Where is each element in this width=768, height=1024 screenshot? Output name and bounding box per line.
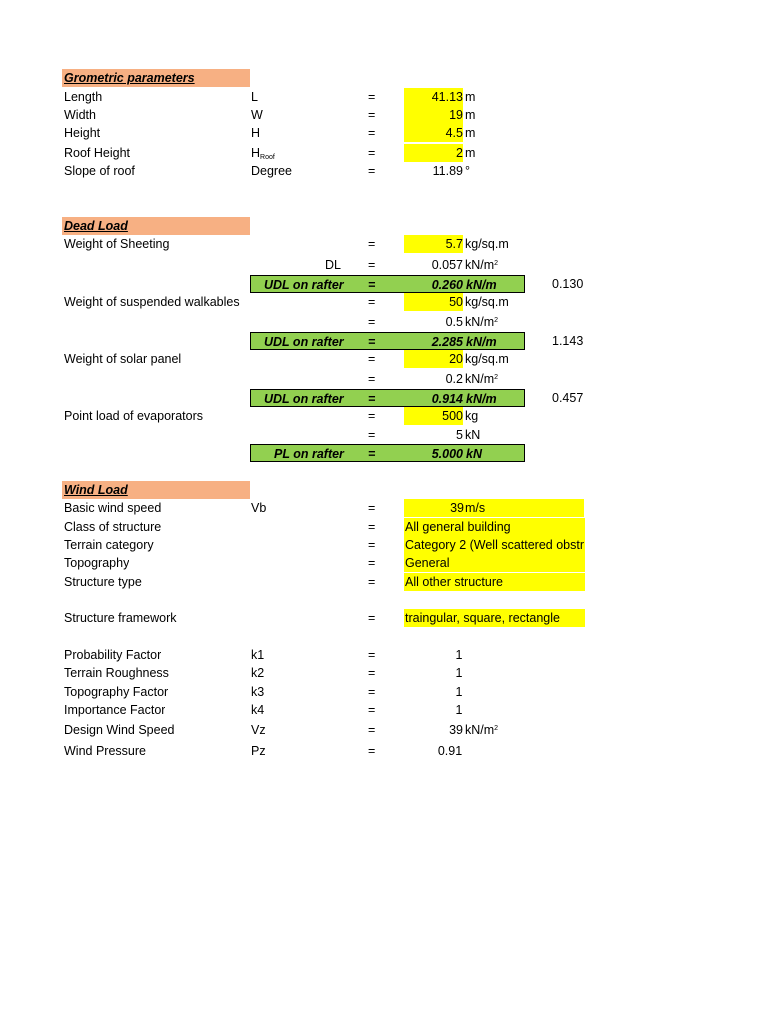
symbol-k1: k1 — [251, 648, 265, 662]
side-value-udl-2: 1.143 — [552, 334, 584, 348]
unit-width: m — [465, 108, 476, 122]
result-value: 0.260 — [431, 278, 463, 292]
unit-solar-kn-sup: 2 — [494, 374, 499, 381]
basic-wind-value: 39 — [450, 501, 464, 515]
symbol-k2: k2 — [251, 666, 265, 680]
label-walkables: Weight of suspended walkables — [64, 295, 240, 309]
result-unit: kN — [466, 447, 482, 461]
value-evaporators-kn: 5 — [456, 428, 463, 442]
side-value-udl-3: 0.457 — [552, 391, 584, 405]
input-roof-height[interactable]: 2 — [404, 144, 463, 162]
equals-sign: = — [368, 744, 376, 758]
equals-sign: = — [368, 90, 376, 104]
result-row-udl-3 — [250, 389, 525, 407]
value-walkables-kn: 0.5 — [445, 315, 463, 329]
unit-dl — [465, 256, 498, 274]
label-sheeting: Weight of Sheeting — [64, 237, 170, 251]
value-k1: 1 — [455, 648, 463, 662]
label-width: Width — [64, 108, 96, 122]
result-label: PL on rafter — [274, 447, 344, 461]
input-sheeting[interactable]: 5.7 — [404, 235, 463, 253]
label-topography-factor: Topography Factor — [64, 685, 169, 699]
label-roof-height: Roof Height — [64, 146, 131, 160]
unit-walkables-kn-sup: 2 — [494, 317, 499, 324]
equals-sign: = — [368, 648, 376, 662]
unit-dl-main: kN/m — [465, 258, 495, 272]
equals-sign: = — [368, 428, 376, 442]
section-header-geometric: Grometric parameters — [62, 69, 250, 87]
unit-solar-kn — [465, 370, 498, 388]
label-design-wind-speed: Design Wind Speed — [64, 723, 175, 737]
equals-sign: = — [368, 164, 376, 178]
unit-slope: ° — [465, 164, 470, 178]
result-unit: kN/m — [466, 335, 497, 349]
symbol-height: H — [251, 126, 261, 140]
label-slope: Slope of roof — [64, 164, 135, 178]
input-structure-type[interactable]: All other structure — [404, 573, 585, 591]
symbol-roof-height-sub: Roof — [260, 154, 275, 161]
unit-length: m — [465, 90, 476, 104]
equals-sign: = — [368, 520, 376, 534]
result-label: UDL on rafter — [264, 392, 344, 406]
symbol-length: L — [251, 90, 258, 104]
unit-walkables: kg/sq.m — [465, 295, 509, 309]
result-equals: = — [368, 335, 376, 349]
symbol-pz: Pz — [251, 744, 266, 758]
result-unit: kN/m — [466, 278, 497, 292]
unit-evaporators-kn: kN — [465, 428, 481, 442]
label-evaporators: Point load of evaporators — [64, 409, 203, 423]
label-terrain-category: Terrain category — [64, 538, 154, 552]
label-basic-wind-speed: Basic wind speed — [64, 501, 162, 515]
equals-sign: = — [368, 575, 376, 589]
label-height: Height — [64, 126, 101, 140]
result-unit: kN/m — [466, 392, 497, 406]
unit-roof-height: m — [465, 146, 476, 160]
label-solar: Weight of solar panel — [64, 352, 182, 366]
symbol-roof-height — [251, 144, 275, 162]
result-label: UDL on rafter — [264, 335, 344, 349]
equals-sign: = — [368, 108, 376, 122]
result-row-udl-2 — [250, 332, 525, 350]
equals-sign: = — [368, 315, 376, 329]
equals-sign: = — [368, 237, 376, 251]
input-terrain-category[interactable]: Category 2 (Well scattered obstr — [405, 538, 585, 552]
unit-dl-sup: 2 — [494, 260, 499, 267]
unit-walkables-kn-main: kN/m — [465, 315, 495, 329]
label-importance-factor: Importance Factor — [64, 703, 166, 717]
result-value: 2.285 — [431, 335, 463, 349]
equals-sign: = — [368, 146, 376, 160]
unit-height: m — [465, 126, 476, 140]
equals-sign: = — [368, 258, 376, 272]
symbol-roof-height-main: H — [251, 146, 261, 160]
input-topography[interactable]: General — [404, 554, 585, 572]
equals-sign: = — [368, 126, 376, 140]
unit-vz-main: kN/m — [465, 723, 495, 737]
label-length: Length — [64, 90, 103, 104]
equals-sign: = — [368, 295, 376, 309]
input-basic-wind-speed[interactable] — [404, 499, 584, 517]
unit-vz — [465, 721, 498, 739]
input-evaporators[interactable]: 500 — [404, 407, 463, 425]
unit-solar-kn-main: kN/m — [465, 372, 495, 386]
value-k3: 1 — [455, 685, 463, 699]
unit-evaporators: kg — [465, 409, 479, 423]
equals-sign: = — [368, 666, 376, 680]
equals-sign: = — [368, 372, 376, 386]
result-value: 0.914 — [431, 392, 463, 406]
result-row-udl-1 — [250, 275, 525, 293]
input-solar[interactable]: 20 — [404, 350, 463, 368]
input-structure-framework[interactable]: traingular, square, rectangle — [404, 609, 585, 627]
label-dl: DL — [325, 258, 341, 272]
value-vz: 39 — [449, 723, 463, 737]
label-wind-pressure: Wind Pressure — [64, 744, 146, 758]
label-class-of-structure: Class of structure — [64, 520, 162, 534]
result-value: 5.000 — [431, 447, 463, 461]
result-equals: = — [368, 447, 376, 461]
result-equals: = — [368, 278, 376, 292]
equals-sign: = — [368, 556, 376, 570]
equals-sign: = — [368, 723, 376, 737]
symbol-vz: Vz — [251, 723, 266, 737]
value-slope: 11.89 — [432, 164, 463, 178]
symbol-k4: k4 — [251, 703, 265, 717]
equals-sign: = — [368, 409, 376, 423]
input-width[interactable]: 19 — [404, 106, 463, 124]
equals-sign: = — [368, 703, 376, 717]
symbol-k3: k3 — [251, 685, 265, 699]
input-walkables[interactable]: 50 — [404, 293, 463, 311]
symbol-width: W — [251, 108, 263, 122]
unit-sheeting: kg/sq.m — [465, 237, 509, 251]
label-probability-factor: Probability Factor — [64, 648, 162, 662]
label-terrain-roughness: Terrain Roughness — [64, 666, 169, 680]
section-header-wind-load: Wind Load — [62, 481, 250, 499]
label-topography: Topography — [64, 556, 130, 570]
result-row-pl — [250, 444, 525, 462]
basic-wind-unit: m/s — [465, 501, 486, 515]
result-equals: = — [368, 392, 376, 406]
unit-walkables-kn — [465, 313, 498, 331]
equals-sign: = — [368, 501, 376, 515]
label-structure-type: Structure type — [64, 575, 142, 589]
value-k2: 1 — [455, 666, 463, 680]
input-class-of-structure[interactable]: All general building — [404, 518, 585, 536]
symbol-slope: Degree — [251, 164, 292, 178]
symbol-vb: Vb — [251, 501, 267, 515]
value-k4: 1 — [455, 703, 463, 717]
equals-sign: = — [368, 538, 376, 552]
label-structure-framework: Structure framework — [64, 611, 177, 625]
value-solar-kn: 0.2 — [445, 372, 463, 386]
side-value-udl-1: 0.130 — [552, 277, 584, 291]
value-pz: 0.91 — [437, 744, 463, 758]
equals-sign: = — [368, 611, 376, 625]
section-header-dead-load: Dead Load — [62, 217, 250, 235]
unit-solar: kg/sq.m — [465, 352, 509, 366]
input-height[interactable]: 4.5 — [404, 124, 463, 142]
equals-sign: = — [368, 685, 376, 699]
unit-vz-sup: 2 — [494, 725, 499, 732]
result-label: UDL on rafter — [264, 278, 344, 292]
equals-sign: = — [368, 352, 376, 366]
value-dl: 0.057 — [431, 258, 463, 272]
input-length[interactable]: 41.13 — [404, 88, 463, 106]
